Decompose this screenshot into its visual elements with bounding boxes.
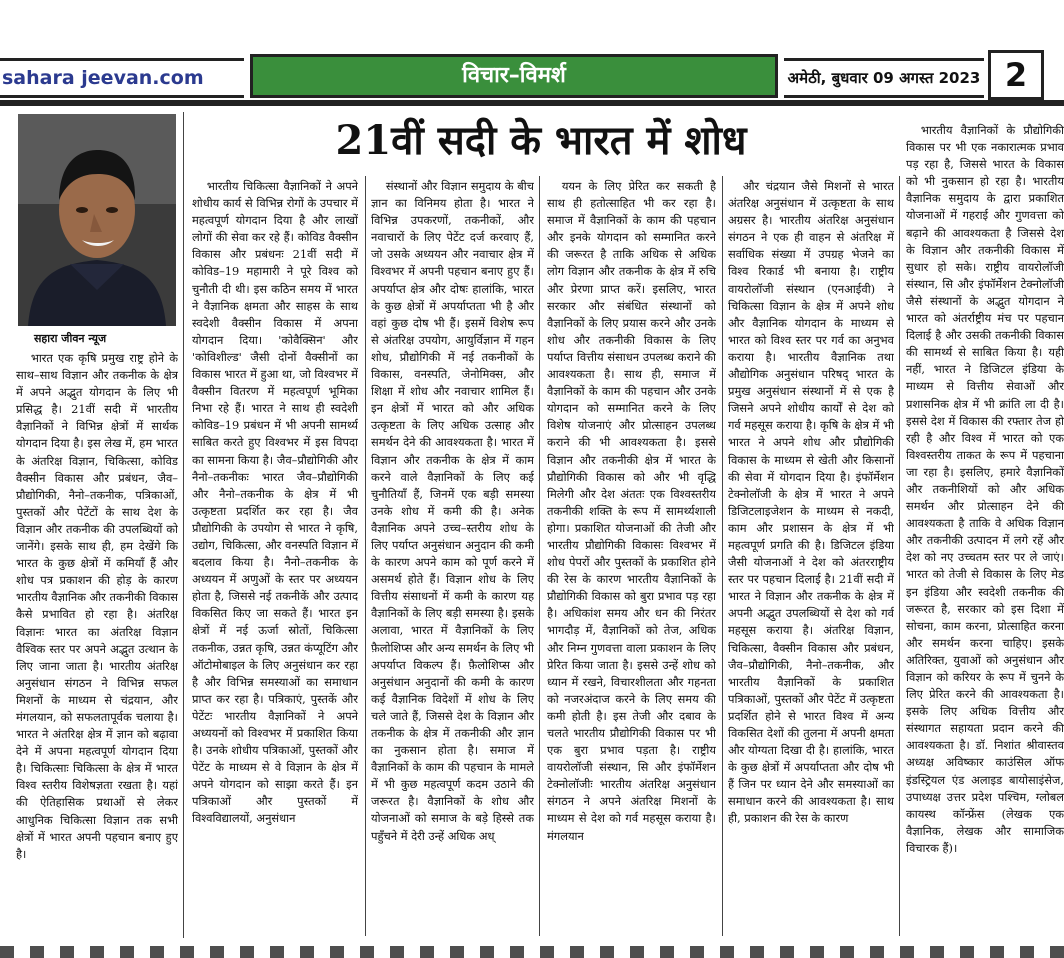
column-rule [365,176,366,936]
section-title: विचार–विमर्श [250,54,778,98]
author-portrait-icon [18,114,176,326]
page-header [0,50,1064,102]
issue-date: अमेठी, बुधवार 09 अगस्त 2023 [784,58,984,98]
site-url[interactable]: sahara jeevan.com [0,58,244,98]
column-rule [722,176,723,936]
column-text: ययन के लिए प्रेरित कर सकती है साथ ही हतोत्साहित भी कर रहा है। समाज में वैज्ञानिकों के काम की पहचान और इनके योगदान को सम्मानित करने की जरूरत है ताकि अधिक से अधिक लोग विज्ञान और तकनीक के क्षेत्र में रुचि और प्रेरणा प्राप्त करें। इसलिए, भारत सरकार और संबंधित संस्थानों को वैज्ञानिकों के लिए प्रयास करने और उनके शोध और तकनीकी विकास के लिए पर्याप्त वित्तीय संसाधन उपलब्ध कराने की आवश्यकता है। साथ ही, समाज में वैज्ञानिकों के काम की पहचान और उनके योगदान को सम्मानित करने के लिए विशेष योजनाएं और प्रोत्साहन उपलब्ध कराने की भी आवश्यकता है। इससे विज्ञान और तकनीकी क्षेत्र में भारत के प्रौद्योगिकी विकास को और भी वृद्धि मिलेगी और देश अंततः एक विश्वस्तरीय तकनीकी शक्ति के रूप में सामर्थ्यशाली होगा। प्रकाशित योजनाओं की तेजी और भारतीय प्रौद्योगिकी विकासः विश्वभर में शोध पेपरों और पुस्तकों के प्रकाशित होने की रेस के कारण भारतीय वैज्ञानिकों के प्रौद्योगिकी विकास को बुरा प्रभाव पड़ रहा है। अधिकांश समय और धन की निरंतर भागदौड़ में, वैज्ञानिकों को तेज, अधिक और निम्न गुणवत्ता वाला प्रकाशन के लिए प्रेरित किया जाता है। इससे उन्हें शोध को ध्यान में रखने, विचारशीलता और गहनता को नजरअंदाज करने के लिए समय की कमी होती है। इस तेजी और दबाव के चलते भारतीय प्रौद्योगिकी विकास पर भी एक बुरा प्रभाव पड़ता है। राष्ट्रीय वायरोलॉजी संस्थान, सि और इंफॉर्मेशन टेक्नोलॉजीः भारतीय अंतरिक्ष अनुसंधान संगठन ने अपने अंतरिक्ष मिशनों के माध्यम से देश को गर्व महसूस कराया है। मंगलयान [547,179,716,843]
header-rule [0,100,1064,106]
byline: सहारा जीवन न्यूज [34,332,107,345]
article-headline: 21वीं सदी के भारत में शोध [335,117,747,164]
column-rule [899,176,900,936]
article-column-1 [16,350,178,938]
article-column-5 [728,178,894,938]
page-number: 2 [988,50,1044,100]
column-text: भारतीय वैज्ञानिकों के प्रौद्योगिकी विकास पर भी एक नकारात्मक प्रभाव पड़ रहा है, जिससे भारत के विकास को भी नुकसान हो रहा है। भारतीय वैज्ञानिक समुदाय के द्वारा प्रकाशित योजनाओं में गहराई और गुणवत्ता को बढ़ाने की आवश्यकता है जिससे देश के विज्ञान और तकनीकी विकास में सुधार हो सके। राष्ट्रीय वायरोलॉजी संस्थान, सि और इंफॉर्मेशन टेक्नोलॉजी जैसे संस्थानों के अद्भुत योगदान ने भारत को अंतर्राष्ट्रीय मंच पर पहचान दिलाई है और उसकी तकनीकी विकास की सामर्थ्य से साबित किया है। यही नहीं, भारत ने डिजिटल इंडिया के माध्यम से वित्तीय सेवाओं और प्रशासनिक क्षेत्र में भी क्रांति ला दी है। इससे देश में विकास की रफ्तार तेज हो रही है और विश्व में भारत को एक विश्वस्तरीय ताकत के रूप में पहचाना जा रहा है। इसलिए, हमारे वैज्ञानिकों और तकनीशियों को और अधिक समर्थन और प्रोत्साहन देने की आवश्यकता है ताकि वे अधिक विज्ञान और तकनीकी उत्पादन में लगे रहें और देश को नए उच्चतम स्तर पर ले जाएं। भारत को तेजी से विकास के लिए मेड इन इंडिया और स्वदेशी तकनीक की जरूरत है, सरकार को इस दिशा में सोचना, काम करना, प्रोत्साहित करना और समर्थन करना चाहिए। इसके अतिरिक्त, युवाओं को अनुसंधान और विज्ञान को करियर के रूप में चुनने के लिए प्रेरित करने की आवश्यकता है। इसके लिए अधिक वित्तीय और संस्थागत सहायता प्रदान करने की आवश्यकता है। डॉ. निशांत श्रीवास्तव अध्यक्ष अविष्कार काउंसिल ऑफ इंडस्ट्रियल एंड अलाइड बायोसाइंसेज, उपाध्यक्ष उत्तर प्रदेश पश्चिम, ग्लोबल कायस्थ कॉन्फ्रेंस (लेखक एक वैज्ञानिक, लेखक और सामाजिक विचारक हैं)। [906,123,1064,855]
footer-edge [0,946,1064,958]
column-rule [539,176,540,936]
column-text: भारत एक कृषि प्रमुख राष्ट्र होने के साथ–साथ विज्ञान और तकनीक के क्षेत्र में अपने अद्भुत योगदान के लिए भी प्रसिद्ध है। 21वीं सदी में भारतीय वैज्ञानिकों ने विभिन्न क्षेत्रों में सार्थक योगदान दिया है। इस लेख में, हम भारत के अंतरिक्ष विज्ञान, चिकित्सा, कोविड वैक्सीन विकास और प्रबंधन, जैव–प्रौद्योगिकी, नैनो–तकनीक, पत्रिकाओं, पुस्तकों और पेटेंटों के साथ देश के विज्ञान और तकनीक की उपलब्धियों को जानेंगे। इसके साथ ही, हम देखेंगे कि भारत के कुछ क्षेत्रों में कमियाँ हैं और शोध पत्र प्रकाशन की होड़ के कारण भारतीय वैज्ञानिक और तकनीकी विकास कैसे प्रभावित हो रहा है। अंतरिक्ष विज्ञानः भारत का अंतरिक्ष विज्ञान वैश्विक स्तर पर अपने अद्भुत उत्थान के लिए जाना जाता है। भारतीय अंतरिक्ष अनुसंधान संगठन ने विभिन्न सफल मिशनों के माध्यम से चंद्रयान, और मंगलयान, को सफलतापूर्वक चलाया है। भारत ने अंतरिक्ष क्षेत्र में ज्ञान को बढ़ावा देने में अपना महत्वपूर्ण योगदान दिया है। चिकित्साः चिकित्सा के क्षेत्र में भारत विश्व स्तरीय विशेषज्ञता रखता है। यहां की ऐतिहासिक प्रथाओं से लेकर आधुनिक चिकित्सा विज्ञान तक सभी क्षेत्रों में भारत अपनी पहचान बनाए हुए है। [16,351,178,861]
author-photo [18,114,176,326]
column-text: संस्थानों और विज्ञान समुदाय के बीच ज्ञान का विनिमय होता है। भारत ने विभिन्न उपकरणों, तकनीकों, और नवाचारों के लिए पेटेंट दर्ज करवाए हैं, जो उसके अध्ययन और नवाचार क्षेत्र में विश्वभर में अपनी पहचान बनाए हुए हैं। अपर्याप्त क्षेत्र और दोषः हालांकि, भारत के कुछ क्षेत्रों में अपर्याप्तता भी है और वहां कुछ दोष भी हैं। इसमें विशेष रूप से अंतरिक्ष उपयोग, आयुर्विज्ञान में गहन शोध, प्रौद्योगिकी में नई तकनीकों के विकास, वनस्पति, जेनोमिक्स, और शिक्षा में शोध और नवाचार शामिल हैं। इन क्षेत्रों में भारत को और अधिक उत्कृष्टता के लिए अधिक उत्साह और समर्थन देने की आवश्यकता है। भारत में विज्ञान और तकनीक के क्षेत्र में काम करने वाले वैज्ञानिकों के लिए कई चुनौतियाँ हैं, जिनमें एक बड़ी समस्या उनके शोध में कमी की है। अनेक वैज्ञानिक अपने उच्च–स्तरीय शोध के लिए पर्याप्त अनुसंधान अनुदान की कमी के कारण अपने काम को पूर्ण करने में असमर्थ होते हैं। विज्ञान शोध के लिए वित्तीय संसाधनों में कमी के कारण यह वैज्ञानिकों के लिए बड़ी समस्या है। इसके अलावा, भारत में वैज्ञानिकों के लिए फ़ैलोशिप्स और अन्य समर्थन के लिए भी अपर्याप्त विकल्प हैं। फ़ैलोशिप्स और अनुसंधान अनुदानों की कमी के कारण कई वैज्ञानिक विदेशों में शोध के लिए चले जाते हैं, जिससे देश के विज्ञान और तकनीक के क्षेत्र में तकनीकी और ज्ञान का नुकसान होता है। समाज में वैज्ञानिकों के काम की पहचान के मामले में भी कुछ महत्वपूर्ण कदम उठाने की जरूरत है। वैज्ञानिकों के शोध और योजनाओं को समाज के बड़े हिस्से तक पहुँचने में देरी उन्हें अधिक अध् [371,179,534,843]
article-column-6 [906,122,1064,938]
column-text: और चंद्रयान जैसे मिशनों से भारत अंतरिक्ष अनुसंधान में उत्कृष्टता के साथ अग्रसर है। भारतीय अंतरिक्ष अनुसंधान संगठन ने एक ही वाहन से अंतरिक्ष में सर्वाधिक संख्या में उपग्रह भेजने का विश्व रिकार्ड भी बनाया है। राष्ट्रीय वायरोलॉजी संस्थान (एनआईवी) ने चिकित्सा विज्ञान के क्षेत्र में अपने शोध और वैज्ञानिक योगदान के माध्यम से भारत को विश्व स्तर पर गर्व का अनुभव कराया है। भारतीय वैज्ञानिक तथा औद्योगिक अनुसंधान परिषद् भारत के प्रमुख अनुसंधान संस्थानों में से एक है जिसने अपने शोधीय कार्यों से देश को गर्व महसूस कराया है। कृषि के क्षेत्र में भी भारत ने अपने शोध और प्रौद्योगिकी विकास के माध्यम से खेती और किसानों की सेवा में योगदान दिया है। इंफॉर्मेशन टेक्नोलॉजी के क्षेत्र में भारत ने अपने डिजिटलाइजेशन के माध्यम से नकदी, काम और प्रशासन के क्षेत्र में भी महत्वपूर्ण प्रगति की है। डिजिटल इंडिया जैसी योजनाओं ने देश को अंतरराष्ट्रीय स्तर पर पहचान दिलाई है। 21वीं सदी में भारत ने विज्ञान और तकनीक के क्षेत्र में अपनी अद्भुत उपलब्धियों से देश को गर्व महसूस कराया है। अंतरिक्ष विज्ञान, चिकित्सा, वैक्सीन विकास और प्रबंधन, जैव–प्रौद्योगिकी, नैनो–तकनीक, और भारतीय वैज्ञानिकों के प्रकाशित पत्रिकाओं, पुस्तकों और पेटेंट में उत्कृष्टता प्रदर्शित होने से भारत विश्व में अन्य विकसित देशों की तुलना में अपनी क्षमता और योग्यता दिखा दी है। हालांकि, भारत के कुछ क्षेत्रों में अपर्याप्तता और दोष भी हैं जिन पर ध्यान देने और समस्याओं का समाधान करने की आवश्यकता है। साथ ही, प्रकाशन की रेस के कारण [728,179,894,826]
article-column-3 [371,178,534,938]
column-text: भारतीय चिकित्सा वैज्ञानिकों ने अपने शोधीय कार्य से विभिन्न रोगों के उपचार में महत्वपूर्ण योगदान दिया है और लाखों लोगों की सेवा कर रहे हैं। कोविड वैक्सीन विकास और प्रबंधनः 21वीं सदी में कोविड–19 महामारी ने पूरे विश्व को चुनौती दी थी। इस कठिन समय में भारत ने वैज्ञानिक क्षमता और साहस के साथ स्वदेशी वैक्सीन विकास में अपना योगदान दिया। 'कोवैक्सिन' और 'कोविशील्ड' जैसी दोनों वैक्सीनों का विकास भारत में हुआ था, जो विश्वभर में वैक्सीन वितरण में महत्वपूर्ण भूमिका निभा रहे हैं। भारत ने साथ ही स्वदेशी कोविड–19 प्रबंधन में भी अपनी सामर्थ्य साबित करते हुए विश्वभर में इस विपदा का सामना किया है। जैव–प्रौद्योगिकी और नैनो–तकनीकः भारत जैव–प्रौद्योगिकी और नैनो–तकनीक के क्षेत्र में भी उत्कृष्टता प्रदर्शित कर रहा है। जैव प्रौद्योगिकी के उपयोग से भारत ने कृषि, उद्योग, चिकित्सा, और वनस्पति विज्ञान में बदलाव किया है। नैनो–तकनीक के अध्ययन में अणुओं के स्तर पर अध्ययन होता है, जिससे नई तकनीकें और उत्पाद विकसित किए जा सकते हैं। भारत इन क्षेत्रों में नई ऊर्जा स्रोतों, चिकित्सा तकनीक, उन्नत कृषि, उन्नत कंप्यूटिंग और ऑटोमोबाइल के लिए अनुसंधान कर रहा है और विभिन्न समस्याओं का समाधान प्राप्त कर रहा है। पत्रिकाएं, पुस्तकें और पेटेंटः भारतीय वैज्ञानिकों ने अपने अध्ययनों को विश्वभर में प्रकाशित किया है। उनके शोधीय पत्रिकाओं, पुस्तकों और पेटेंट के माध्यम से वे विज्ञान के क्षेत्र में अपने योगदान को साझा करते हैं। इन पत्रिकाओं और पुस्तकों में विश्वविद्यालयों, अनुसंधान [192,179,358,826]
article-column-2 [192,178,358,938]
top-margin [0,0,1064,48]
article-column-4 [547,178,716,938]
column-rule [183,112,184,938]
